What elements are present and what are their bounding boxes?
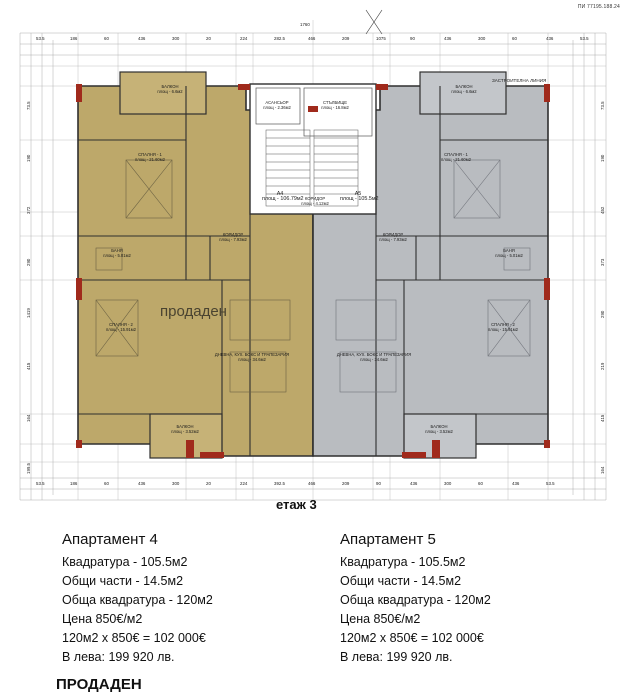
dim-bottom-7: 392.5 [274, 481, 285, 486]
dim-bottom-4: 300 [172, 481, 180, 486]
apartment-4-price-eur: 120м2 x 850€ = 102 000€ [62, 631, 206, 645]
dim-right-7: 164 [600, 466, 605, 474]
construction-line-label: ЗАСТРОИТЕЛНА ЛИНИЯ [492, 78, 547, 83]
dim-top-0: 53.5 [36, 36, 45, 41]
dim-top-16: 53.5 [580, 36, 589, 41]
apartment-4-title: Апартамент 4 [62, 531, 158, 548]
room-label-staircase: СТЪЛБИЩЕ площ - 16.8м2 [321, 100, 349, 111]
apartment-5-common: Общи части - 14.5м2 [340, 574, 462, 588]
dim-right-3: 373 [600, 258, 605, 266]
room-label-balcony-left-bottom: БАЛКОН площ - 3.52м2 [171, 424, 199, 435]
dim-bottom-2: 60 [104, 481, 109, 486]
dim-right-4: 290 [600, 310, 605, 318]
dim-top-11: 90 [410, 36, 415, 41]
dim-right-6: 415 [600, 414, 605, 422]
dim-top-8: 466 [308, 36, 316, 41]
dim-right-5: 219 [600, 362, 605, 370]
room-label-bath-right: БАНЯ площ - 5.01м2 [495, 248, 523, 259]
apartment-4-common: Общи части - 14.5м2 [62, 574, 184, 588]
dim-left-0: 73.5 [26, 101, 31, 110]
apartment-4-total-area: Обща квадратура - 120м2 [62, 593, 213, 607]
dim-bottom-6: 224 [240, 481, 248, 486]
apartment-4-area: Квадратура - 105.5м2 [62, 555, 188, 569]
dim-left-1: 190 [26, 154, 31, 162]
sold-note: ПРОДАДЕН [56, 676, 142, 693]
dim-bottom-15: 53.5 [546, 481, 555, 486]
sold-stamp: продаден [160, 303, 227, 320]
dim-bottom-0: 53.5 [36, 481, 45, 486]
room-label-bedroom2-left: СПАЛНЯ - 2 площ - 15.91м2 [106, 322, 136, 333]
apartment-4-price-per-m2: Цена 850€/м2 [62, 612, 143, 626]
dim-bottom-5: 20 [206, 481, 211, 486]
apartment-5-price-bgn: В лева: 199 920 лв. [340, 650, 453, 664]
room-label-balcony-right-bottom: БАЛКОН площ - 3.52м2 [425, 424, 453, 435]
room-label-living-left: ДНЕВНА, КУХ. БОКС И ТРАПЕЗАРИЯ площ - 34.6м2 [214, 352, 290, 363]
dim-bottom-14: 436 [512, 481, 520, 486]
apartment-tag-a5: A5 площ - 105.5м2 [340, 191, 379, 203]
room-label-corridor-left: КОРИДОР площ - 7.93м2 [219, 232, 247, 243]
dim-top-1: 186 [70, 36, 78, 41]
apartment-5-area: Квадратура - 105.5м2 [340, 555, 466, 569]
apartment-5-title: Апартамент 5 [340, 531, 436, 548]
plot-code: ПИ 77195.188.24 [577, 4, 620, 10]
dim-top-9: 209 [342, 36, 350, 41]
dim-left-7: 199.5 [26, 463, 31, 474]
dim-top-15: 436 [546, 36, 554, 41]
room-label-bedroom2-right: СПАЛНЯ - 2 площ - 15.91м2 [488, 322, 518, 333]
dim-bottom-1: 186 [70, 481, 78, 486]
room-label-bedroom1-right: СПАЛНЯ - 1 площ - 21.60м2 [441, 152, 471, 163]
dim-right-1: 190 [600, 154, 605, 162]
room-label-bath-left: БАНЯ площ - 5.01м2 [103, 248, 131, 259]
dim-right-0: 73.5 [600, 101, 605, 110]
dim-bottom-11: 436 [410, 481, 418, 486]
dim-top-12: 436 [444, 36, 452, 41]
apartment-5-legend [340, 530, 491, 667]
dim-left-5: 415 [26, 362, 31, 370]
room-label-bedroom1-left: СПАЛНЯ - 1 площ - 21.60м2 [135, 152, 165, 163]
dim-bottom-9: 209 [342, 481, 350, 486]
dim-top-4: 300 [172, 36, 180, 41]
room-label-balcony-left: БАЛКОН площ - 6.6м2 [157, 84, 183, 95]
dim-bottom-13: 60 [478, 481, 483, 486]
dim-bottom-3: 436 [138, 481, 146, 486]
room-label-balcony-right: БАЛКОН площ - 6.6м2 [451, 84, 477, 95]
dim-top-2: 60 [104, 36, 109, 41]
room-label-corridor-right: КОРИДОР площ - 7.93м2 [379, 232, 407, 243]
dim-bottom-10: 90 [376, 481, 381, 486]
apartment-tag-a4: A4 площ - 106.79м2 [262, 191, 304, 203]
apartment-4-price-bgn: В лева: 199 920 лв. [62, 650, 175, 664]
room-label-living-right: ДНЕВНА, КУХ. БОКС И ТРАПЕЗАРИЯ площ - 34.6м2 [336, 352, 412, 363]
dim-bottom-12: 300 [444, 481, 452, 486]
dim-left-2: 372 [26, 206, 31, 214]
dim-bottom-8: 466 [308, 481, 316, 486]
apartment-5-total-area: Обща квадратура - 120м2 [340, 593, 491, 607]
dim-top-6: 224 [240, 36, 248, 41]
floor-label: етаж 3 [276, 497, 317, 512]
dim-top-3: 436 [138, 36, 146, 41]
dim-left-6: 164 [26, 414, 31, 422]
dim-top-5: 20 [206, 36, 211, 41]
apartment-5-price-eur: 120м2 x 850€ = 102 000€ [340, 631, 484, 645]
dim-top-14: 60 [512, 36, 517, 41]
apartment-4-legend [62, 530, 213, 667]
dim-top-7: 282.5 [274, 36, 285, 41]
apartment-5-price-per-m2: Цена 850€/м2 [340, 612, 421, 626]
dim-top-10: 1075 [376, 36, 386, 41]
dim-left-4: 1419 [26, 308, 31, 318]
dim-top-total: 1760 [300, 22, 310, 27]
room-label-core-corridor: КОРИДОР площ - 4.12м2 [301, 196, 329, 207]
room-label-elevator: АСАНСЬОР площ - 2.36м2 [263, 100, 291, 111]
dim-left-3: 290 [26, 258, 31, 266]
dim-top-13: 300 [478, 36, 486, 41]
dim-right-2: 452 [600, 206, 605, 214]
